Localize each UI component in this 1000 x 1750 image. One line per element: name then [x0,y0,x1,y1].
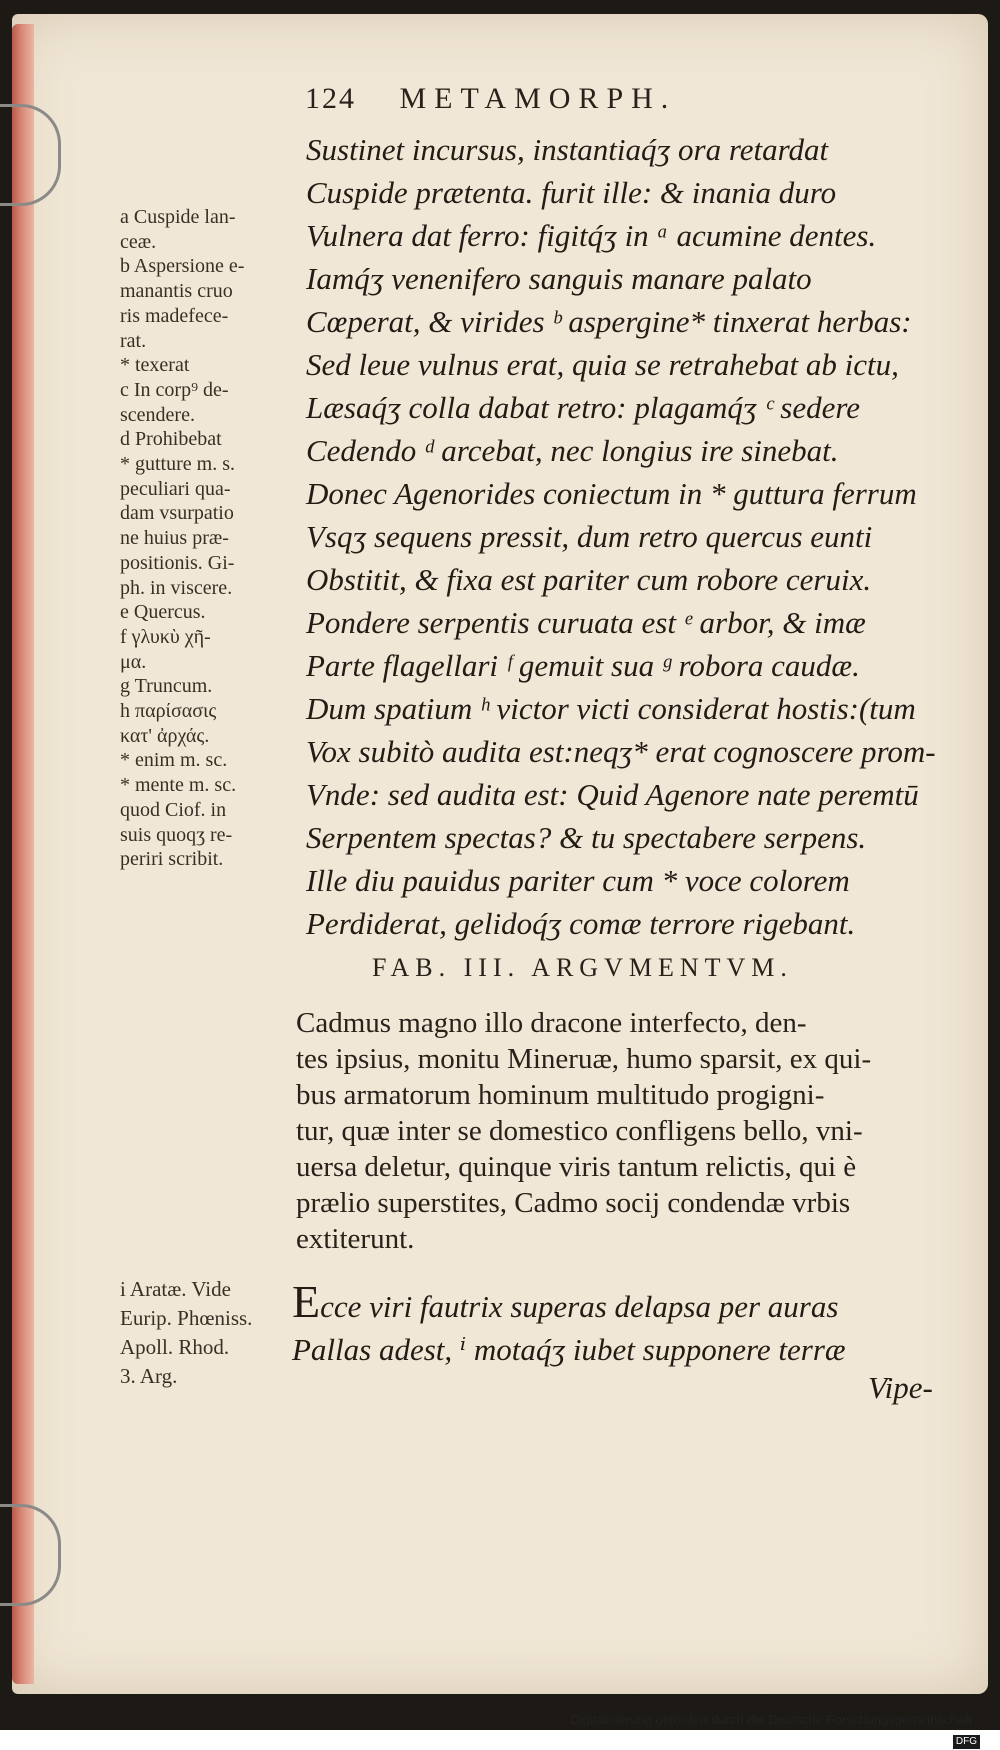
verse-line: Vulnera dat ferro: figitq́ʒ in ᵃ acumine dentes. [306,218,877,253]
margin-note-line: 3. Arg. [120,1364,178,1388]
running-head [305,82,825,116]
margin-note-line: i Aratæ. Vide [120,1277,231,1301]
margin-note-line: b Aspersione e- [120,255,245,278]
verse-line: Pallas adest, ⁱ motaq́ʒ iubet supponere terræ [292,1332,846,1367]
margin-note-line: e Quercus. [120,601,206,624]
margin-note-line: ph. in viscere. [120,576,233,599]
verse-line: Dum spatium ʰ victor victi considerat hostis:(tum [306,691,916,726]
verse-line: Obstitit, & fixa est pariter cum robore ceruix. [306,562,872,597]
clasp-top [0,104,61,206]
verse-line: Perdiderat, gelidoq́ʒ comæ terrore rigebant. [306,906,856,941]
margin-note-line: g Truncum. [120,675,213,698]
dfg-logo: DFG [953,1735,980,1749]
verse-block [306,128,986,945]
verse-block-2 [292,1276,972,1371]
margin-note-line: rat. [120,329,147,352]
verse-line: Cœperat, & virides ᵇ aspergine* tinxerat herbas: [306,304,912,339]
verse-line: Iamq́ʒ venenifero sanguis manare palato [306,261,812,296]
argument-line: tes ipsius, monitu Mineruæ, humo sparsit, ex qui- [296,1043,872,1075]
margin-note-line: c In corp⁹ de- [120,378,229,401]
margin-notes-lower [120,1275,298,1391]
margin-note-line: μα. [120,650,147,673]
margin-note-line: suis quoqʒ re- [120,823,233,846]
margin-note-line: manantis cruo [120,280,233,303]
margin-note-line: positionis. Gi- [120,551,235,574]
margin-notes [120,205,298,872]
verse-line-first [292,1276,972,1328]
decorated-initial: E [292,1276,321,1327]
margin-note-line: * texerat [120,354,190,377]
margin-note-line: ne huius præ- [120,527,229,550]
page-title: METAMORPH. [399,82,677,115]
verse-line: Donec Agenorides coniectum in * guttura ferrum [306,476,917,511]
margin-note-line: d Prohibebat [120,428,222,451]
margin-note-line: scendere. [120,403,195,426]
argument-line: Cadmus magno illo dracone interfecto, den- [296,1007,807,1039]
argument-line: tur, quæ inter se domestico confligens bello, vni- [296,1115,863,1147]
margin-note-line: * mente m. sc. [120,774,237,797]
argument-line: prælio superstites, Cadmo socij condendæ vrbis [296,1187,851,1219]
digitization-credit [540,1710,980,1747]
margin-note-line: dam vsurpatio [120,502,234,525]
margin-note-line: * enim m. sc. [120,749,228,772]
argument-title: FAB. III. ARGVMENTVM. [372,953,793,982]
verse-line: Cedendo ᵈ arcebat, nec longius ire sinebat. [306,433,839,468]
verse-line: Serpentem spectas? & tu spectabere serpens. [306,820,867,855]
verse-line: Vsqʒ sequens pressit, dum retro quercus eunti [306,519,873,554]
verse-line: Vnde: sed audita est: Quid Agenore nate peremtū [306,777,919,812]
margin-note-line: Apoll. Rhod. [120,1335,230,1359]
verse-line-text: cce viri fautrix superas delapsa per auras [320,1289,839,1324]
margin-note-line: quod Ciof. in [120,798,227,821]
verse-line: Ille diu pauidus pariter cum * voce colorem [306,863,850,898]
margin-note-line: ris madefece- [120,304,229,327]
red-page-edge [12,24,34,1684]
argument-text [296,1005,968,1257]
argument-line: bus armatorum hominum multitudo progigni- [296,1079,825,1111]
margin-note-line: periri scribit. [120,848,224,871]
verse-line: Parte flagellari ᶠ gemuit sua ᵍ robora caudæ. [306,648,860,683]
verse-line: Pondere serpentis curuata est ᵉ arbor, & imæ [306,605,866,640]
margin-note-line: peculiari qua- [120,477,231,500]
margin-note-line: h παρίσασις [120,700,217,723]
margin-note-line: f γλυκὺ χῆ- [120,625,211,648]
verse-line: Sustinet incursus, instantiaq́ʒ ora retardat [306,132,829,167]
argument-line: uersa deletur, quinque viris tantum relictis, qui è [296,1151,857,1183]
verse-line: Vox subitò audita est:neqʒ* erat cognoscere prom- [306,734,936,769]
margin-note-line: a Cuspide lan- [120,206,236,228]
credit-text: Digitalisierung gefördert durch die Deutsche Forschungsgemeinschaft · [570,1712,980,1727]
argument-line: extiterunt. [296,1223,415,1255]
margin-note-line: Eurip. Phœniss. [120,1306,253,1330]
verse-line: Cuspide prætenta. furit ille: & inania duro [306,175,837,210]
catchword: Vipe- [868,1370,933,1405]
clasp-bottom [0,1504,61,1606]
margin-note-line: * gutture m. s. [120,453,235,476]
verse-line: Læsaq́ʒ colla dabat retro: plagamq́ʒ ᶜ sedere [306,390,861,425]
margin-note-line: κατ' ἀρχάς. [120,724,210,747]
page-number: 124 [305,82,356,115]
margin-note-line: ceæ. [120,230,157,253]
verse-line: Sed leue vulnus erat, quia se retrahebat ab ictu, [306,347,899,382]
